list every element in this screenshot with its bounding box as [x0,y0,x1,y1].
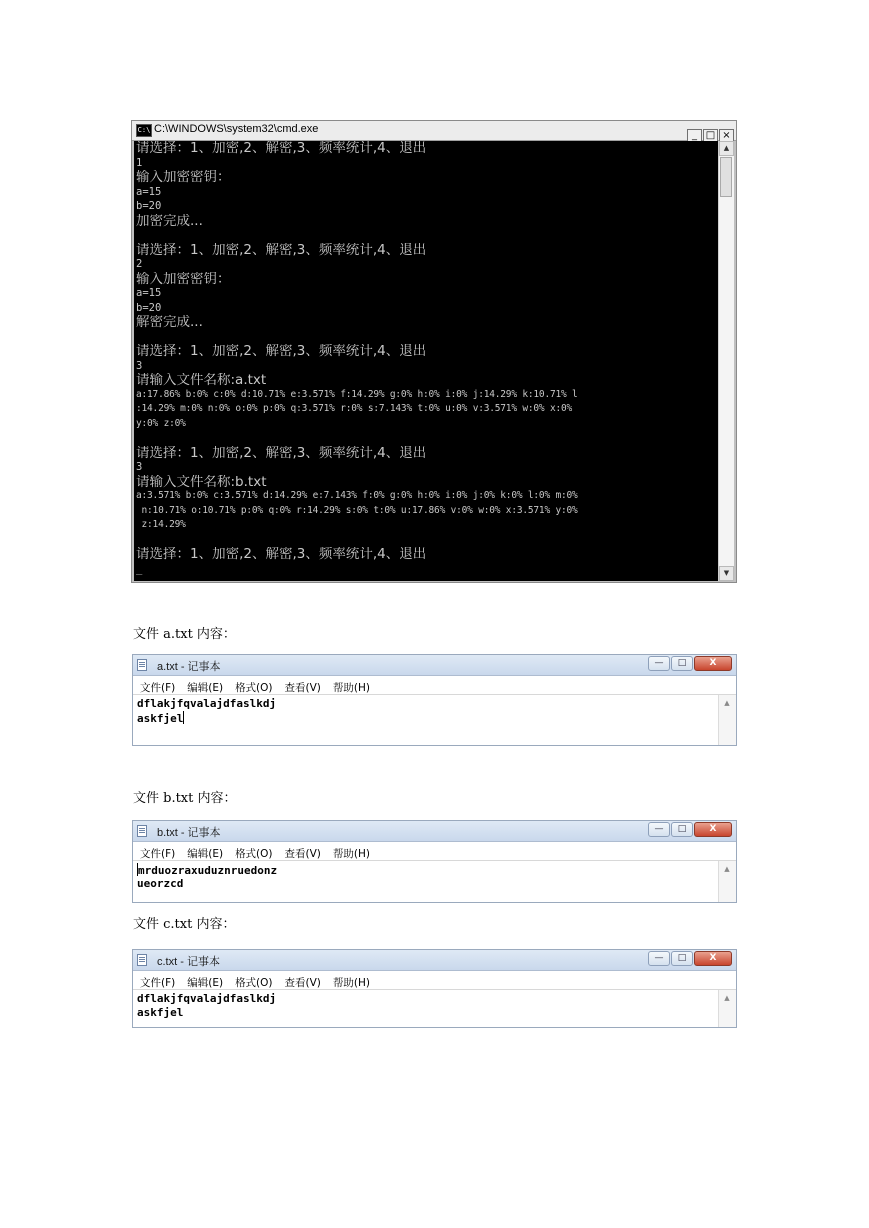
caption-a: 文件 a.txt 内容： [133,627,236,642]
console-line [136,228,718,243]
notepad-title-bar[interactable] [133,821,736,842]
caption-c: 文件 c.txt 内容： [133,917,236,932]
text-line [137,711,276,725]
console-line: 请输入文件名称:a.txt [136,373,267,388]
notepad-scrollbar[interactable] [718,695,736,745]
console-line: 请选择：1、加密,2、解密,3、频率统计,4、退出 [136,344,427,359]
scroll-up-icon[interactable]: ▲ [724,994,730,1002]
text-line-content: askfjel [137,712,184,725]
menu-help[interactable]: 帮助(H) [332,682,371,694]
scroll-up-icon[interactable]: ▲ [724,865,730,873]
console-line: a=15 [136,185,162,198]
menu-view[interactable]: 查看(V) [284,977,321,989]
close-button[interactable]: X [694,822,732,837]
notepad-text-area[interactable] [137,992,276,1020]
console-icon: C:\ [136,124,152,137]
console-line: 解密完成... [136,315,203,330]
console-line [136,330,718,345]
console-line: 3 [136,461,143,473]
notepad-title: b.txt - 记事本 [157,827,221,839]
menu-file[interactable]: 文件(F) [140,848,176,860]
notepad-menu-bar [133,676,736,695]
minimize-button[interactable]: — [648,822,670,837]
console-line: 1 [136,156,143,169]
close-button[interactable]: X [694,951,732,966]
menu-file[interactable]: 文件(F) [140,682,176,694]
notepad-icon [137,659,147,671]
close-button[interactable]: × [719,129,734,143]
minimize-button[interactable]: — [648,951,670,966]
scroll-up-icon[interactable]: ▲ [719,141,734,156]
console-line: _ [136,562,143,575]
console-line: 请选择：1、加密,2、解密,3、频率统计,4、退出 [136,242,427,257]
notepad-title: a.txt - 记事本 [157,661,221,673]
console-line: a:17.86% b:0% c:0% d:10.71% e:3.571% f:14.29% g:0% h:0% i:0% j:14.29% k:10.71% l [136,388,578,400]
notepad-icon [137,825,147,837]
maximize-button[interactable]: □ [671,656,693,671]
close-button[interactable]: X [694,656,732,671]
notepad-window-c [132,949,737,1028]
console-line: z:14.29% [136,519,186,530]
console-line: 加密完成... [136,213,203,228]
notepad-window-a [132,654,737,746]
notepad-title-bar[interactable] [133,655,736,676]
text-line [137,863,277,877]
text-line: dflakjfqvalajdfaslkdj [137,697,277,710]
menu-file[interactable]: 文件(F) [140,977,176,989]
cmd-window [131,120,737,583]
notepad-window-controls [647,951,732,968]
scroll-thumb[interactable] [720,157,732,197]
notepad-icon [137,954,147,966]
menu-help[interactable]: 帮助(H) [332,977,371,989]
notepad-scrollbar[interactable] [718,990,736,1027]
menu-view[interactable]: 查看(V) [284,848,321,860]
cmd-title-bar[interactable] [132,121,736,141]
cmd-scrollbar[interactable] [718,141,734,581]
menu-format[interactable]: 格式(O) [235,848,273,860]
menu-help[interactable]: 帮助(H) [332,848,371,860]
notepad-window-controls [647,822,732,839]
menu-view[interactable]: 查看(V) [284,682,321,694]
text-line: askfjel [137,1006,184,1019]
cmd-console-output[interactable] [134,141,718,581]
console-line: 2 [136,258,143,270]
console-line: 请选择：1、加密,2、解密,3、频率统计,4、退出 [136,445,427,460]
console-line: 请选择：1、加密,2、解密,3、频率统计,4、退出 [136,141,427,156]
text-line: ueorzcd [137,877,184,890]
cmd-window-controls [686,123,734,141]
maximize-button[interactable]: □ [671,951,693,966]
notepad-scrollbar[interactable] [718,861,736,902]
console-line: 3 [136,359,143,372]
notepad-title-bar[interactable] [133,950,736,971]
cmd-title: C:\WINDOWS\system32\cmd.exe [154,123,319,135]
console-line: n:10.71% o:10.71% p:0% q:0% r:14.29% s:0% t:0% u:17.86% v:0% w:0% x:3.571% y:0% [136,504,578,516]
text-caret [183,711,184,724]
console-line [136,431,718,446]
text-line-content: mrduozraxuduznruedonz [138,864,278,877]
console-line [136,533,718,548]
console-line: a:3.571% b:0% c:3.571% d:14.29% e:7.143% f:0% g:0% h:0% i:0% j:0% k:0% l:0% m:0% [136,490,578,501]
console-line: :14.29% m:0% n:0% o:0% p:0% q:3.571% r:0% s:7.143% t:0% u:0% v:3.571% w:0% x:0% [136,403,573,414]
scroll-up-icon[interactable]: ▲ [724,699,730,707]
caption-b: 文件 b.txt 内容： [133,791,237,806]
minimize-button[interactable]: _ [687,129,702,143]
notepad-title: c.txt - 记事本 [157,956,220,968]
console-lines [134,141,718,576]
maximize-button[interactable]: □ [671,822,693,837]
console-line: 请选择：1、加密,2、解密,3、频率统计,4、退出 [136,547,427,562]
notepad-menu-bar [133,971,736,990]
console-line: 输入加密密钥： [136,170,231,185]
notepad-text-area[interactable] [137,863,277,891]
console-line: a=15 [136,287,162,299]
console-line: b=20 [136,200,162,212]
minimize-button[interactable]: — [648,656,670,671]
notepad-window-controls [647,656,732,673]
menu-format[interactable]: 格式(O) [235,977,273,989]
notepad-window-b [132,820,737,903]
notepad-menu-bar [133,842,736,861]
scroll-down-icon[interactable]: ▼ [719,566,734,581]
console-line: y:0% z:0% [136,417,186,429]
console-line: b=20 [136,301,162,314]
text-line: dflakjfqvalajdfaslkdj [137,992,277,1005]
menu-edit[interactable]: 编辑(E) [187,977,224,989]
menu-edit[interactable]: 编辑(E) [187,848,224,860]
console-line: 请输入文件名称:b.txt [136,474,267,489]
menu-edit[interactable]: 编辑(E) [187,682,224,694]
maximize-button[interactable]: □ [703,129,718,143]
menu-format[interactable]: 格式(O) [235,682,273,694]
notepad-text-area[interactable] [137,697,276,725]
console-line: 输入加密密钥： [136,271,231,286]
